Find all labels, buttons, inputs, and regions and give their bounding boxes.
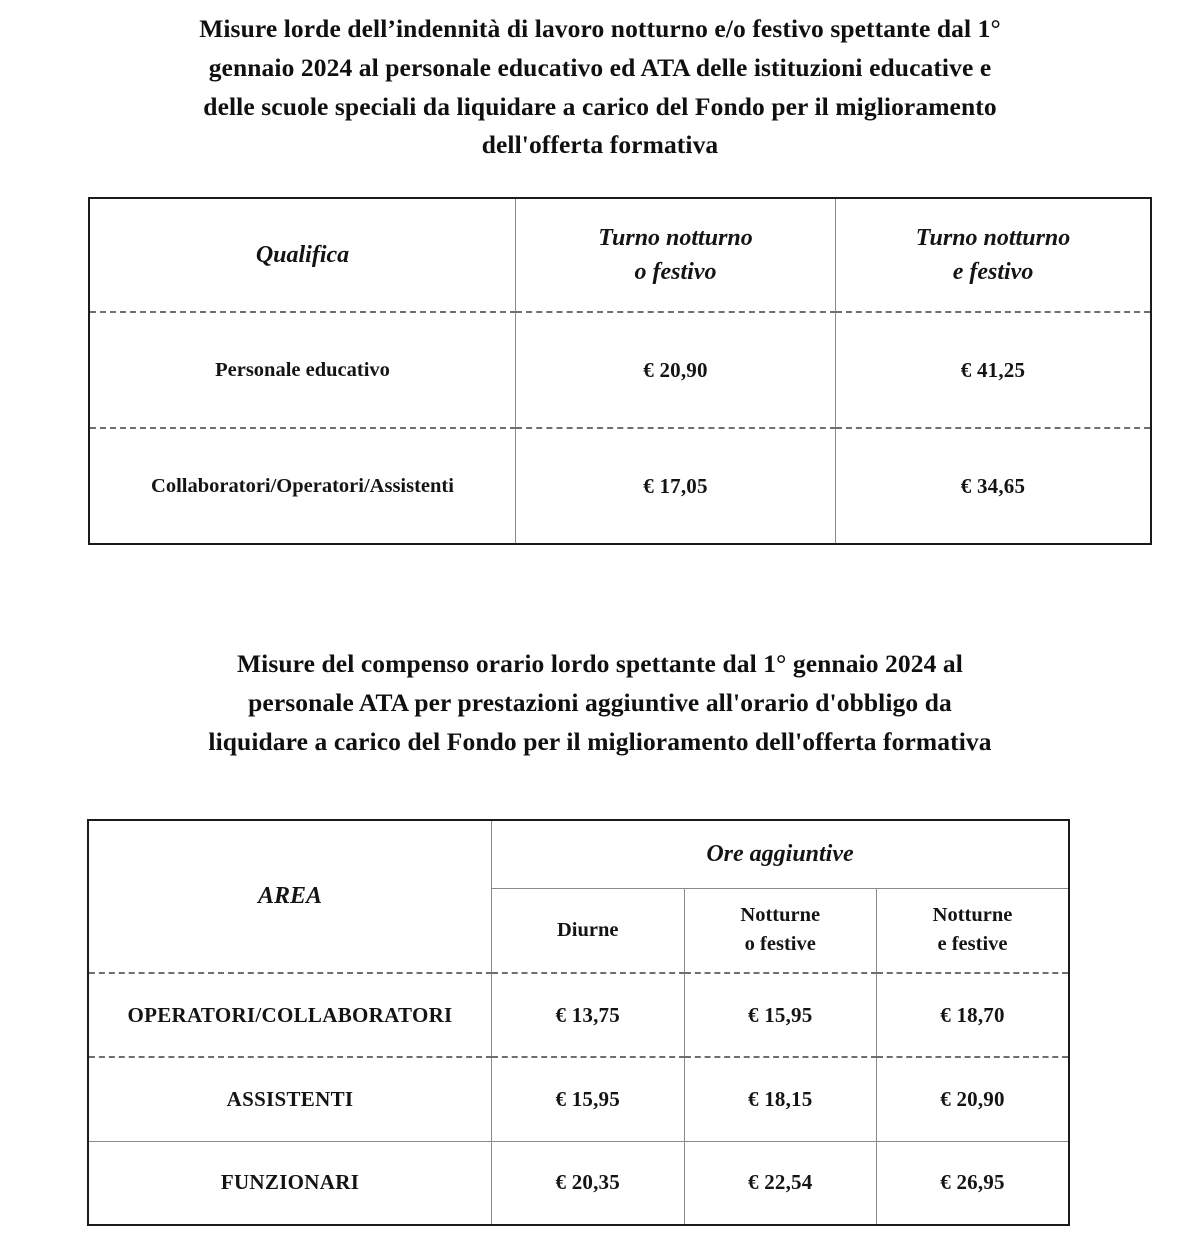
header-ore-aggiuntive: Ore aggiuntive (492, 820, 1070, 888)
section-1-title (105, 10, 1095, 165)
section-2-title-line-1: Misure del compenso orario lordo spettante dal 1° gennaio 2024 al (237, 649, 963, 678)
cell-notturno-e-festivo: € 34,65 (836, 428, 1152, 544)
section-1-title-line-2: gennaio 2024 al personale educativo ed ATA delle istituzioni educative e (208, 52, 992, 82)
cell-diurne: € 20,35 (492, 1141, 685, 1225)
cell-area: OPERATORI/COLLABORATORI (88, 973, 492, 1057)
cell-notturne-o-festive: € 18,15 (684, 1057, 877, 1141)
table-header-row (89, 198, 1151, 312)
section-1-title-line-1: Misure lorde dell’indennità di lavoro notturno e/o festivo spettante dal 1° (199, 14, 1001, 43)
cell-notturno-o-festivo: € 20,90 (516, 312, 836, 428)
header-notturne-o-festive (684, 888, 877, 973)
table-header-row-group (88, 820, 1069, 888)
cell-notturne-e-festive: € 20,90 (877, 1057, 1070, 1141)
cell-notturne-e-festive: € 26,95 (877, 1141, 1070, 1225)
header-notturne-e-festive-line-2: e festive (937, 933, 1008, 956)
header-turno-notturno-e-festivo (836, 198, 1152, 312)
header-notturne-e-festive (877, 888, 1070, 973)
header-turno-notturno-e-festivo-line-1: Turno notturno (915, 224, 1071, 251)
cell-notturno-o-festivo: € 17,05 (516, 428, 836, 544)
cell-diurne: € 15,95 (492, 1057, 685, 1141)
cell-notturno-e-festivo: € 41,25 (836, 312, 1152, 428)
cell-diurne: € 13,75 (492, 973, 685, 1057)
header-turno-notturno-o-festivo-line-1: Turno notturno (598, 224, 753, 251)
table-row (88, 1057, 1069, 1141)
cell-notturne-e-festive: € 18,70 (877, 973, 1070, 1057)
section-1-title-line-3: delle scuole speciali da liquidare a carico del Fondo per il miglioramento (203, 91, 997, 121)
section-1-title-line-4: dell'offerta formativa (481, 130, 719, 160)
header-notturne-e-festive-line-1: Notturne (932, 904, 1013, 927)
header-area: AREA (88, 820, 492, 973)
table-row (88, 1141, 1069, 1225)
ore-aggiuntive-table (87, 819, 1070, 1226)
indennita-table (88, 197, 1152, 545)
section-2-title-line-3: liquidare a carico del Fondo per il miglioramento dell'offerta formativa (208, 726, 992, 756)
header-qualifica: Qualifica (89, 198, 516, 312)
cell-qualifica: Collaboratori/Operatori/Assistenti (89, 428, 516, 544)
cell-notturne-o-festive: € 22,54 (684, 1141, 877, 1225)
table-row (89, 312, 1151, 428)
section-2-title (90, 645, 1110, 761)
header-notturne-o-festive-line-2: o festive (744, 933, 816, 956)
cell-notturne-o-festive: € 15,95 (684, 973, 877, 1057)
cell-area: FUNZIONARI (88, 1141, 492, 1225)
header-notturne-o-festive-line-1: Notturne (740, 904, 821, 927)
cell-qualifica: Personale educativo (89, 312, 516, 428)
header-diurne: Diurne (492, 888, 685, 973)
cell-area: ASSISTENTI (88, 1057, 492, 1141)
section-2-title-line-2: personale ATA per prestazioni aggiuntive all'orario d'obbligo da (248, 687, 952, 717)
table-row (89, 428, 1151, 544)
header-turno-notturno-o-festivo (516, 198, 836, 312)
table-row (88, 973, 1069, 1057)
header-turno-notturno-e-festivo-line-2: e festivo (952, 259, 1034, 285)
header-turno-notturno-o-festivo-line-2: o festivo (634, 259, 717, 285)
